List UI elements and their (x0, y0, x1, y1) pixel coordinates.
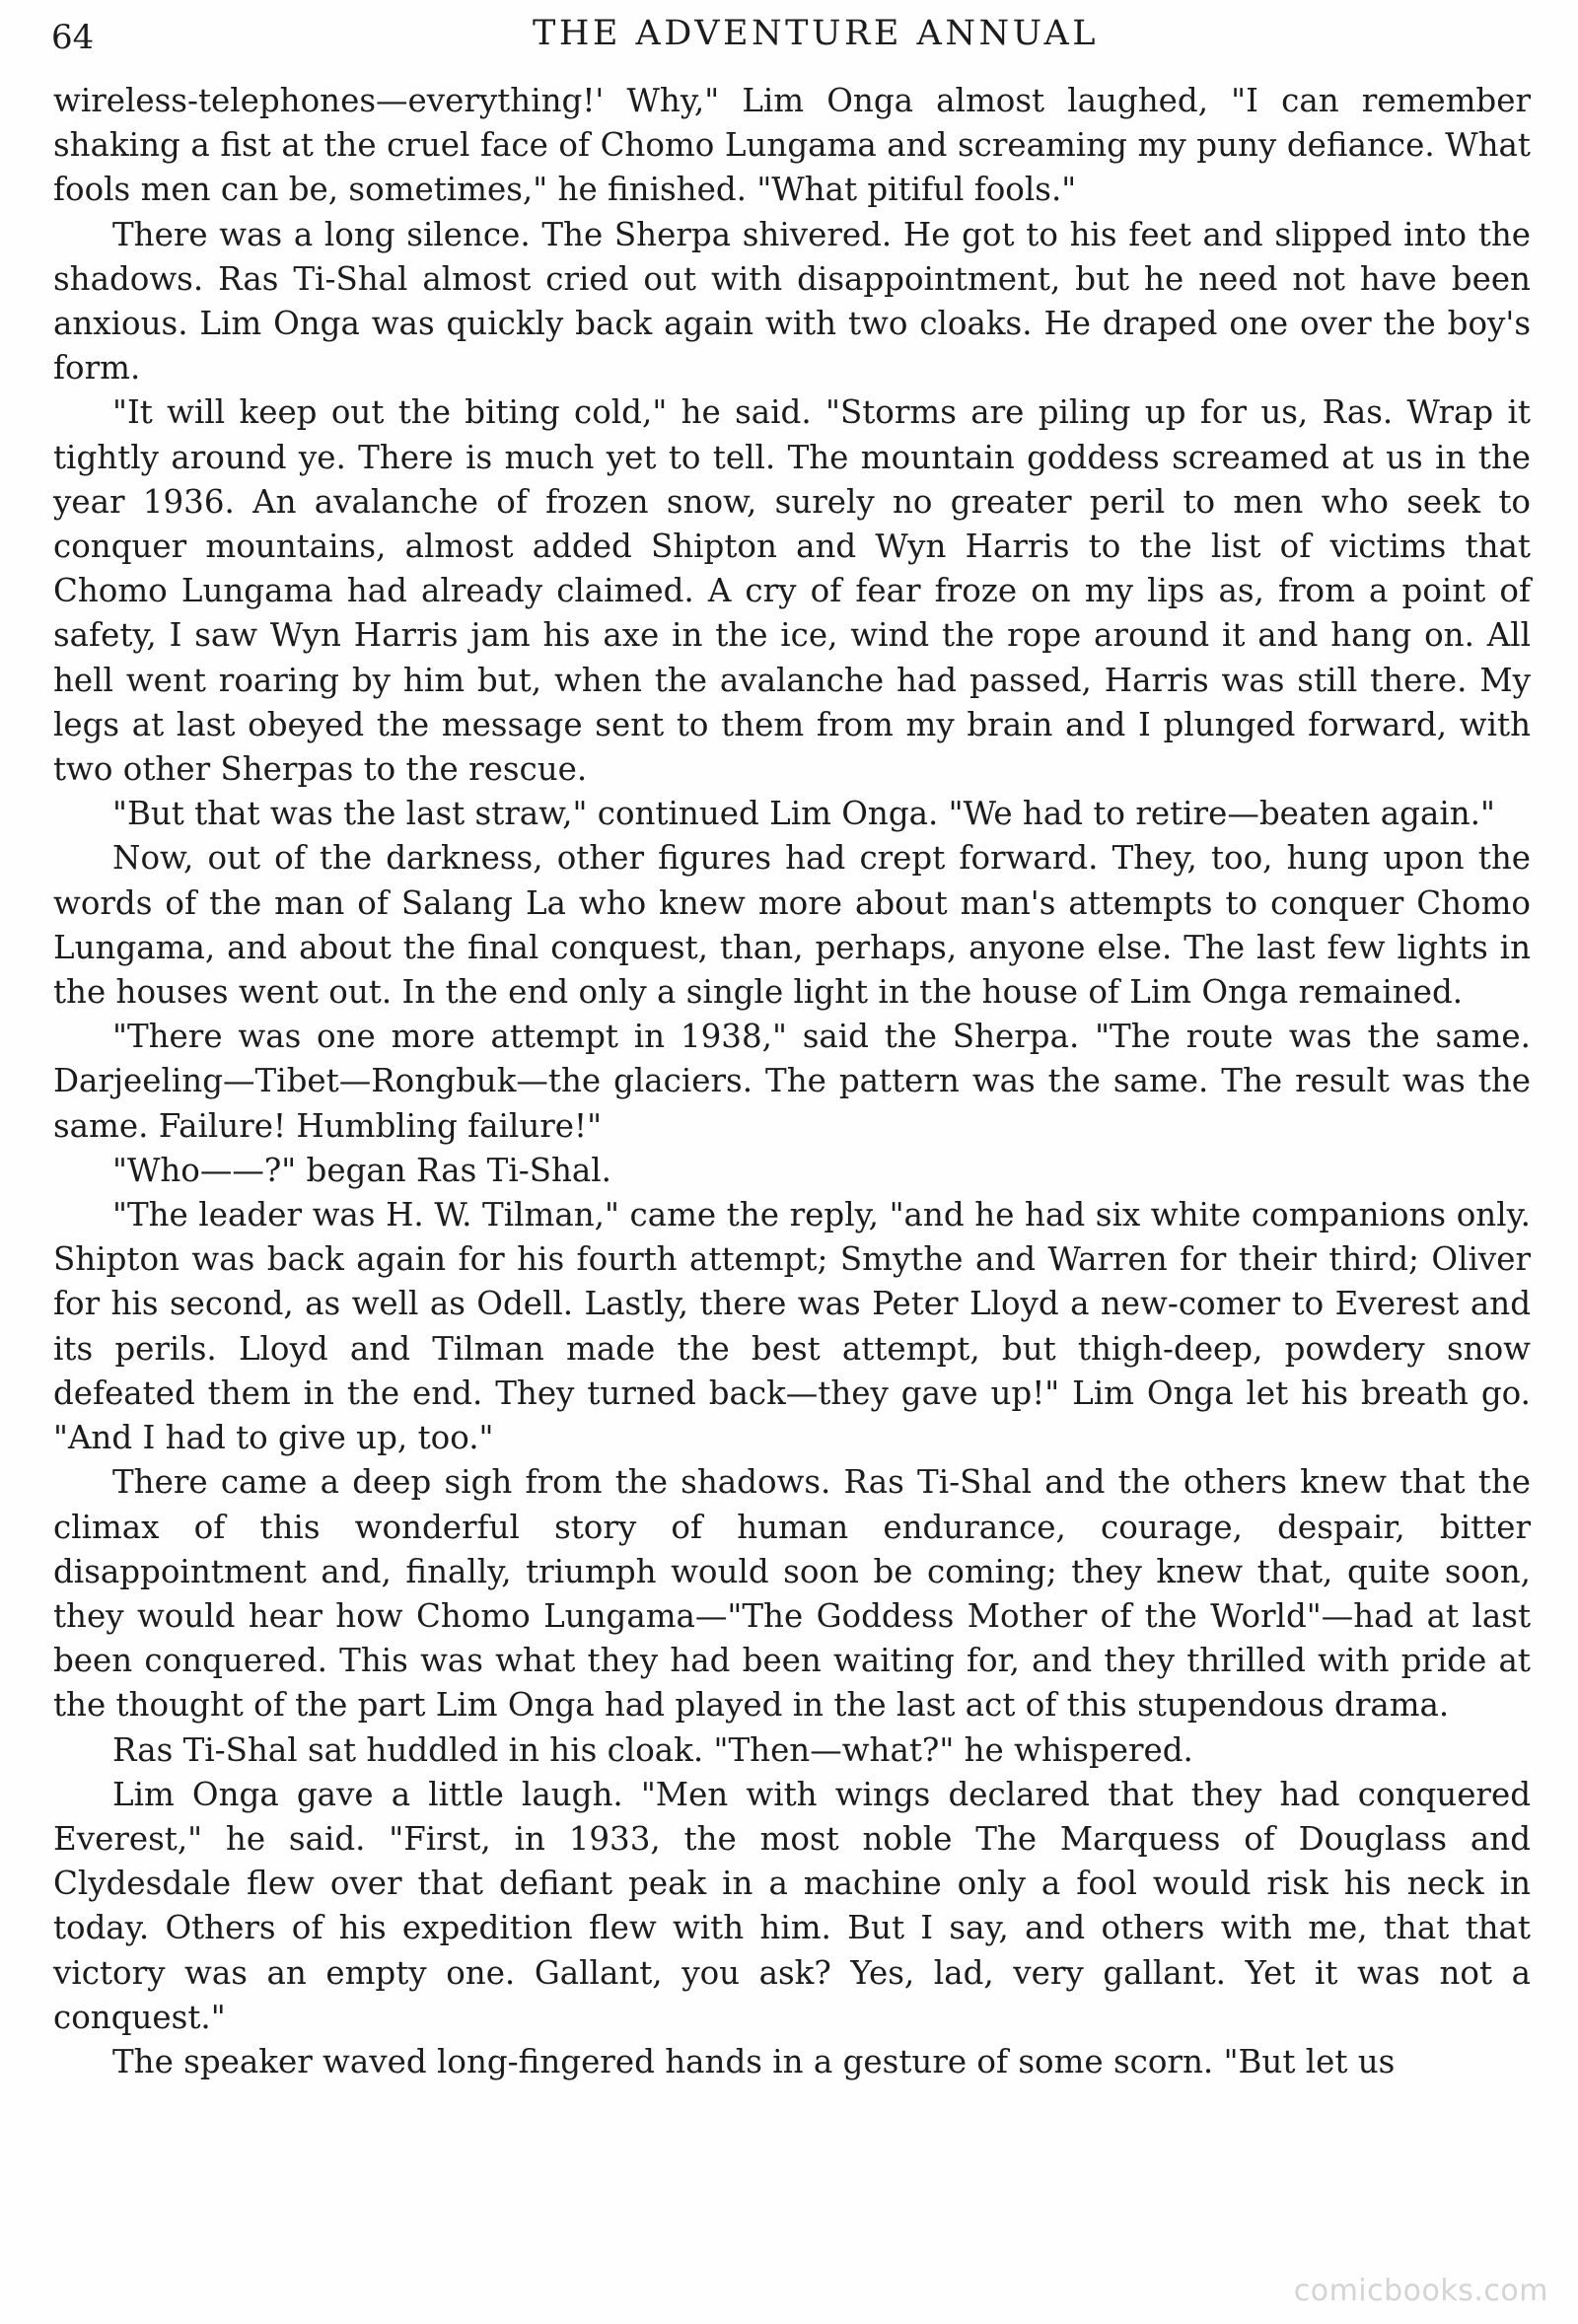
running-header (51, 14, 1531, 63)
paragraph: Now, out of the darkness, other figures had crept forward. They, too, hung upon the words of the man of Salang La who knew more about man's attempts to conquer Chomo Lungama, and about the final conquest, than, perhaps, anyone else. The last few lights in the houses went out. In the end only a single light in the house of Lim Onga remained. (53, 839, 1531, 1012)
paragraph-final: The speaker waved long-fingered hands in a gesture of some scorn. "But let us (112, 2042, 1396, 2080)
watermark: comicbooks.com (1293, 2274, 1548, 2308)
paragraph: "The leader was H. W. Tilman," came the reply, "and he had six white companions only. Shipton was back again for his fourth attempt; Smythe and Warren for their third; Oliver for his second, as well as Odell. Lastly, there was Peter Lloyd a new-comer to Everest and its perils. Lloyd and Tilman made the best attempt, but thigh-deep, powdery snow defeated them in the end. They turned back—they gave up!" Lim Onga let his breath go. "And I had to give up, too." (53, 1196, 1531, 1457)
paragraph: Lim Onga gave a little laugh. "Men with wings declared that they had conquered Everest," he said. "First, in 1933, the most noble The Marquess of Douglass and Clydesdale flew over that defiant peak in a machine only a fool would risk his neck in today. Others of his expedition flew with him. But I say, and others with me, that that victory was an empty one. Gallant, you ask? Yes, lad, very gallant. Yet it was not a conquest." (53, 1775, 1531, 2036)
paragraph: There was a long silence. The Sherpa shivered. He got to his feet and slipped into the shadows. Ras Ti-Shal almost cried out with disappointment, but he need not have been anxious. Lim Onga was quickly back again with two cloaks. He draped one over the boy's form. (53, 215, 1531, 387)
paragraph: "There was one more attempt in 1938," said the Sherpa. "The route was the same. Darjeeling—Tibet—Rongbuk—the glaciers. The pattern was the same. The result was the same. Failure! Humbling failure!" (53, 1018, 1531, 1145)
paragraph: "But that was the last straw," continued Lim Onga. "We had to retire—beaten again." (112, 795, 1495, 833)
paragraph: Ras Ti-Shal sat huddled in his cloak. "Then—what?" he whispered. (112, 1730, 1193, 1769)
running-title: THE ADVENTURE ANNUAL (532, 14, 1100, 53)
page-number: 64 (51, 18, 95, 57)
article-body (53, 79, 1531, 2084)
paragraph: "It will keep out the biting cold," he said. "Storms are piling up for us, Ras. Wrap it tightly around ye. There is much yet to tell. The mountain goddess screamed at us in the year 1936. An avalanche of frozen snow, surely no greater peril to men who seek to conquer mountains, almost added Shipton and Wyn Harris to the list of victims that Chomo Lungama had already claimed. A cry of fear froze on my lips as, from a point of safety, I saw Wyn Harris jam his axe in the ice, wind the rope around it and hang on. All hell went roaring by him but, when the avalanche had passed, Harris was still there. My legs at last obeyed the message sent to them from my brain and I plunged forward, with two other Sherpas to the rescue. (53, 393, 1531, 789)
paragraph: There came a deep sigh from the shadows. Ras Ti-Shal and the others knew that the climax of this wonderful story of human endurance, courage, despair, bitter disappointment and, finally, triumph would soon be coming; they knew that, quite soon, they would hear how Chomo Lungama—"The Goddess Mother of the World"—had at last been conquered. This was what they had been waiting for, and they thrilled with pride at the thought of the part Lim Onga had played in the last act of this stupendous drama. (53, 1463, 1531, 1725)
paragraph: "Who——?" began Ras Ti-Shal. (112, 1151, 611, 1189)
paragraph-continued: wireless-telephones—everything!' Why," Lim Onga almost laughed, "I can remember shaking a fist at the cruel face of Chomo Lungama and screaming my puny defiance. What fools men can be, sometimes," he finished. "What pitiful fools." (53, 82, 1531, 209)
